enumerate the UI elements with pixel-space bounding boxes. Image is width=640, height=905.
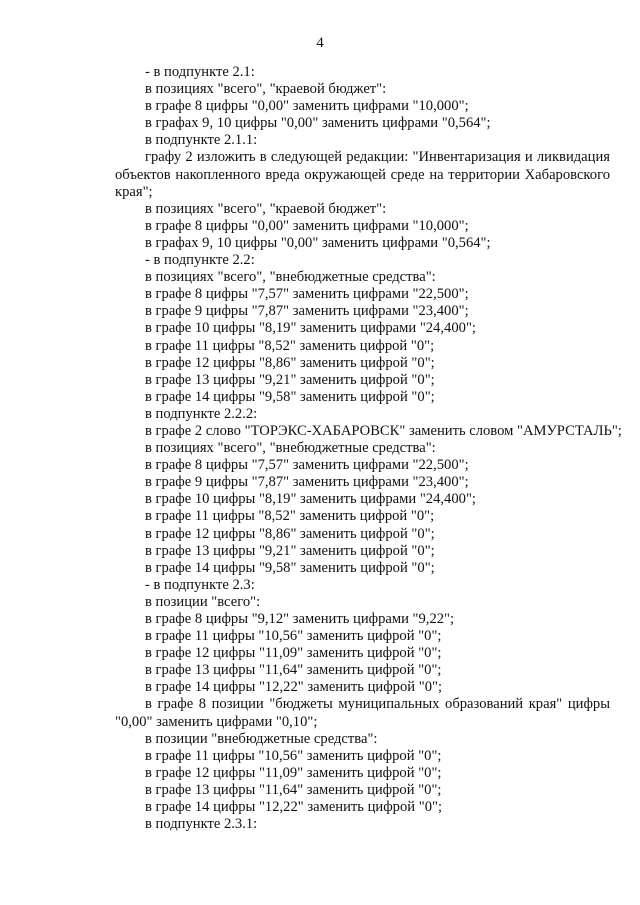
text-line: в графе 14 цифры "12,22" заменить цифрой "0"; bbox=[145, 799, 442, 816]
text-line: в графе 9 цифры "7,87" заменить цифрами "23,400"; bbox=[145, 303, 469, 320]
paragraph-redaction: графу 2 изложить в следующей редакции: "Инвентаризация и ликвидация объектов накопленного вреда окружающей среде на территории Хабаровского края"; bbox=[115, 149, 610, 200]
text-line: в графе 12 цифры "11,09" заменить цифрой "0"; bbox=[145, 764, 442, 781]
text-line: в графе 13 цифры "11,64" заменить цифрой "0"; bbox=[145, 781, 442, 798]
text-line: в позициях "всего", "внебюджетные средства": bbox=[145, 269, 436, 286]
text-line: - в подпункте 2.2: bbox=[145, 252, 255, 269]
text-line: в графе 2 слово "ТОРЭКС-ХАБАРОВСК" заменить словом "АМУРСТАЛЬ"; bbox=[145, 422, 622, 439]
text-line: в графе 11 цифры "8,52" заменить цифрой "0"; bbox=[145, 508, 435, 525]
text-line: в позициях "всего", "внебюджетные средства": bbox=[145, 440, 436, 457]
text-line: в позициях "всего", "краевой бюджет": bbox=[145, 81, 387, 98]
document-body bbox=[115, 64, 622, 833]
text-line: в подпункте 2.2.2: bbox=[145, 405, 258, 422]
text-line: в графе 10 цифры "8,19" заменить цифрами "24,400"; bbox=[145, 320, 476, 337]
text-line: в подпункте 2.3.1: bbox=[145, 816, 258, 833]
page-number: 4 bbox=[316, 35, 324, 51]
paragraph-municipal-budgets: в графе 8 позиции "бюджеты муниципальных образований края" цифры "0,00" заменить цифрами "0,10"; bbox=[115, 696, 610, 730]
text-line: в графе 12 цифры "8,86" заменить цифрой "0"; bbox=[145, 354, 435, 371]
text-line: - в подпункте 2.1: bbox=[145, 64, 255, 80]
text-line: в графе 8 цифры "9,12" заменить цифрами "9,22"; bbox=[145, 611, 455, 627]
text-line: в графах 9, 10 цифры "0,00" заменить цифрами "0,564"; bbox=[145, 234, 491, 251]
text-line: в позиции "всего": bbox=[145, 593, 261, 610]
text-line: в графе 13 цифры "11,64" заменить цифрой "0"; bbox=[145, 662, 442, 679]
text-line: - в подпункте 2.3: bbox=[145, 576, 255, 593]
text-line: в графе 8 цифры "0,00" заменить цифрами "10,000"; bbox=[145, 217, 469, 234]
text-line: в графе 8 цифры "7,57" заменить цифрами "22,500"; bbox=[145, 457, 469, 474]
text-line: в графе 12 цифры "8,86" заменить цифрой "0"; bbox=[145, 525, 435, 542]
text-line: в графе 8 цифры "7,57" заменить цифрами "22,500"; bbox=[145, 286, 469, 303]
text-line: в графе 14 цифры "9,58" заменить цифрой "0"; bbox=[145, 559, 435, 576]
text-line: в графе 11 цифры "8,52" заменить цифрой "0"; bbox=[145, 337, 435, 354]
text-line: в графе 14 цифры "12,22" заменить цифрой "0"; bbox=[145, 679, 442, 696]
text-line: в позициях "всего", "краевой бюджет": bbox=[145, 200, 387, 217]
text-line: в графе 12 цифры "11,09" заменить цифрой "0"; bbox=[145, 645, 442, 662]
text-line: в графе 10 цифры "8,19" заменить цифрами "24,400"; bbox=[145, 491, 476, 508]
text-line: в графе 14 цифры "9,58" заменить цифрой "0"; bbox=[145, 388, 435, 405]
text-line: в графах 9, 10 цифры "0,00" заменить цифрами "0,564"; bbox=[145, 115, 491, 132]
text-line: в графе 8 цифры "0,00" заменить цифрами "10,000"; bbox=[145, 98, 469, 115]
text-line: в графе 13 цифры "9,21" заменить цифрой "0"; bbox=[145, 542, 435, 559]
text-line: в позиции "внебюджетные средства": bbox=[145, 730, 378, 747]
text-line: в графе 11 цифры "10,56" заменить цифрой "0"; bbox=[145, 747, 442, 764]
text-line: в графе 9 цифры "7,87" заменить цифрами "23,400"; bbox=[145, 474, 469, 491]
text-line: в графе 11 цифры "10,56" заменить цифрой "0"; bbox=[145, 628, 442, 645]
text-line: в подпункте 2.1.1: bbox=[145, 132, 258, 149]
text-line: в графе 13 цифры "9,21" заменить цифрой "0"; bbox=[145, 371, 435, 388]
